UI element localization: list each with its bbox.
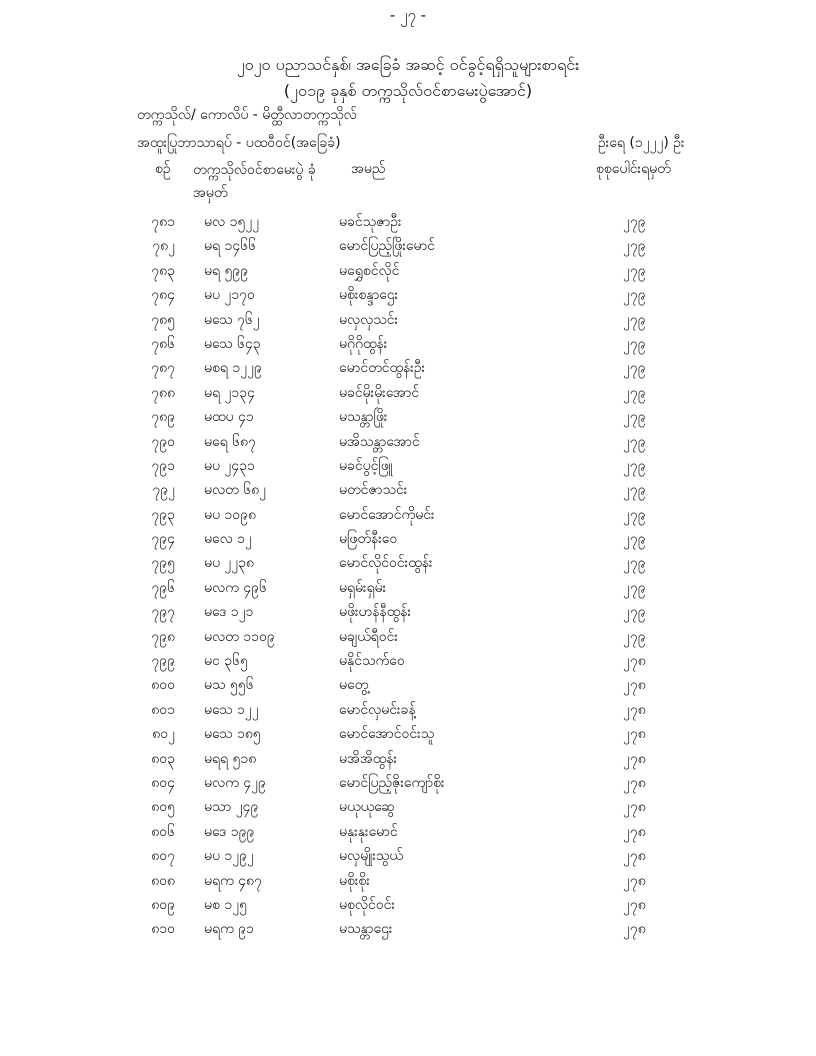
serial-cell: ၇၉၈ — [151, 628, 175, 645]
table-row — [0, 332, 816, 356]
total-marks-cell: ၂၇၈ — [623, 799, 646, 816]
serial-cell: ၇၈၅ — [151, 311, 175, 328]
table-row — [0, 820, 816, 844]
name-cell: မတင်ဇာသင်း — [339, 482, 408, 499]
exam-number-cell: မသာ ၂၄၉ — [204, 799, 259, 816]
table-row — [0, 771, 816, 795]
table-row — [0, 893, 816, 917]
table-row — [0, 747, 816, 771]
table-row — [0, 356, 816, 380]
exam-number-cell: မရ ၅၉၉ — [204, 262, 249, 279]
name-cell: မသန္တာဖြိုး — [339, 409, 388, 426]
exam-number-cell: မရ ၁၄၆၆ — [204, 238, 256, 255]
table-row — [0, 600, 816, 624]
name-cell: မောင်လိုင်ဝင်းထွန်း — [339, 555, 433, 572]
total-marks-cell: ၂၇၈ — [623, 653, 646, 670]
serial-cell: ၇၉၃ — [151, 506, 175, 523]
column-header-total-marks: စုစုပေါင်းရမှတ် — [596, 161, 671, 177]
total-marks-cell: ၂၇၈ — [623, 896, 646, 913]
total-marks-cell: ၂၇၉ — [623, 531, 646, 548]
table-row — [0, 551, 816, 575]
total-marks-cell: ၂၇၈ — [623, 774, 646, 791]
name-cell: မလှလှသင်း — [339, 311, 399, 328]
exam-number-cell: မစ ၁၂၅ — [204, 896, 247, 913]
serial-cell: ၇၈၈ — [151, 384, 175, 401]
serial-cell: ၈၀၅ — [151, 799, 175, 816]
table-row — [0, 795, 816, 819]
name-cell: မဂိုဂိုထွန်း — [339, 335, 388, 352]
serial-cell: ၇၉၁ — [151, 457, 175, 474]
name-cell: မခင်သုဇာဦး — [339, 214, 402, 230]
table-row — [0, 259, 816, 283]
name-cell: မောင်ပြည့်ဇိုးကျော်စိုး — [339, 774, 445, 791]
name-cell: မနိုင်သက်ဝေ — [339, 653, 405, 670]
table-row — [0, 503, 816, 527]
total-marks-cell: ၂၇၈ — [623, 726, 646, 743]
table-row — [0, 649, 816, 673]
table-row — [0, 844, 816, 868]
serial-cell: ၇၉၆ — [151, 579, 175, 596]
total-marks-cell: ၂၇၉ — [623, 262, 646, 279]
exam-number-cell: မလတ ၆၈၂ — [204, 482, 266, 499]
table-row — [0, 381, 816, 405]
table-row — [0, 405, 816, 429]
exam-number-cell: မရက ၉၁ — [204, 921, 254, 938]
document-subtitle: (၂၀၁၉ ခုနှစ် တက္ကသိုလ်ဝင်စာမေးပွဲအောင်) — [283, 81, 533, 100]
serial-cell: ၈၀၆ — [151, 823, 175, 840]
column-header-exam-number: တက္ကသိုလ်ဝင်စာမေးပွဲ ခုံအမှတ် — [193, 162, 316, 201]
name-cell: မယုယုဆွေ — [339, 799, 395, 816]
name-cell: မလှမျိုးသွယ် — [339, 848, 404, 865]
exam-number-cell: မပ ၂၁၇၀ — [204, 287, 255, 304]
total-marks-cell: ၂၇၈ — [623, 823, 646, 840]
serial-cell: ၇၈၄ — [151, 287, 175, 304]
exam-number-cell: မသေ ၆၄၃ — [204, 335, 261, 352]
name-cell: မရွှေစင်လိုင် — [339, 262, 400, 279]
exam-number-cell: မသ ၅၅၆ — [204, 677, 254, 694]
total-marks-cell: ၂၇၈ — [623, 750, 646, 767]
serial-cell: ၈၀၁ — [151, 701, 175, 718]
total-marks-cell: ၂၇၉ — [623, 311, 646, 328]
table-row — [0, 722, 816, 746]
major-subject-line: အထူးပြုဘာသာရပ် - ပထဝီဝင်(အခြေခံ) — [137, 135, 341, 151]
exam-number-cell: မရက ၄၈၇ — [204, 872, 262, 889]
page-number: - ၂၇ - — [389, 6, 427, 24]
name-cell: မခင်ပွင့်ဖြူ — [339, 457, 393, 474]
serial-cell: ၇၈၂ — [152, 238, 175, 255]
name-cell: မတွေ့ — [339, 677, 369, 694]
name-cell: မဖိုးဟန်နီထွန်း — [339, 604, 412, 621]
total-marks-cell: ၂၇၉ — [623, 214, 646, 230]
name-cell: မစုလိုင်ဝင်း — [339, 896, 395, 913]
table-row — [0, 698, 816, 722]
results-table — [0, 210, 816, 942]
total-marks-cell: ၂၇၉ — [623, 238, 646, 255]
table-row — [0, 625, 816, 649]
serial-cell: ၈၀၃ — [151, 750, 175, 767]
exam-number-cell: မစရ ၁၂၂၉ — [204, 360, 262, 377]
name-cell: မောင်တင်ထွန်းဦး — [339, 360, 426, 377]
exam-number-cell: မလက ၄၂၉ — [204, 774, 266, 791]
student-count-line: ဦးရေ (၁၂၂၂) ဦး — [598, 135, 685, 151]
total-marks-cell: ၂၇၉ — [623, 579, 646, 596]
table-row — [0, 478, 816, 502]
university-line: တက္ကသိုလ်/ ကောလိပ် - မိတ္ထီလာတက္ကသိုလ် — [137, 107, 357, 123]
exam-number-cell: မပ ၂၂၃၈ — [204, 555, 255, 572]
total-marks-cell: ၂၇၈ — [623, 848, 646, 865]
serial-cell: ၇၉၇ — [151, 604, 175, 621]
table-row — [0, 527, 816, 551]
name-cell: မောင်အောင်ဝင်းသူ — [339, 726, 435, 743]
serial-cell: ၇၈၃ — [151, 262, 175, 279]
table-row — [0, 869, 816, 893]
name-cell: မနုးနုးမောင် — [339, 823, 398, 840]
name-cell: မချယ်ရီဝင်း — [339, 628, 398, 645]
total-marks-cell: ၂၇၉ — [623, 287, 646, 304]
name-cell: မခင်မိုးမိုးအောင် — [339, 384, 420, 401]
table-row — [0, 430, 816, 454]
exam-number-cell: မလ ၁၅၂၂ — [204, 214, 260, 230]
total-marks-cell: ၂၇၉ — [623, 433, 646, 450]
name-cell: မစိုးစိုး — [339, 872, 370, 889]
serial-cell: ၇၉၄ — [151, 531, 175, 548]
total-marks-cell: ၂၇၈ — [623, 872, 646, 889]
exam-number-cell: မပ ၂၄၃၁ — [204, 457, 255, 474]
table-row — [0, 576, 816, 600]
exam-number-cell: မသေ ၇၆၂ — [204, 311, 260, 328]
exam-number-cell: မဒေ ၁၉၉ — [204, 823, 255, 840]
serial-cell: ၈၀၄ — [151, 774, 175, 791]
name-cell: မအိသန္တာအောင် — [339, 433, 420, 450]
serial-cell: ၇၉၀ — [151, 433, 175, 450]
table-row — [0, 308, 816, 332]
total-marks-cell: ၂၇၉ — [623, 555, 646, 572]
exam-number-cell: မသေ ၁၈၅ — [204, 726, 261, 743]
table-row — [0, 234, 816, 258]
serial-cell: ၇၉၉ — [151, 653, 175, 670]
name-cell: မသန္တာဌေး — [339, 921, 393, 938]
serial-cell: ၈၁၀ — [151, 921, 175, 938]
total-marks-cell: ၂၇၉ — [623, 482, 646, 499]
exam-number-cell: မင ၃၆၅ — [204, 653, 248, 670]
name-cell: မောင်လှမင်းခန့် — [339, 701, 416, 718]
exam-number-cell: မဒေ ၁၂၁ — [204, 604, 254, 621]
exam-number-cell: မလက ၄၉၆ — [204, 579, 267, 596]
total-marks-cell: ၂၇၉ — [623, 409, 646, 426]
serial-cell: ၈၀၂ — [152, 726, 175, 743]
column-header-name: အမည် — [351, 161, 386, 177]
name-cell: မစိုးစန္ဒာဌေး — [339, 287, 399, 304]
total-marks-cell: ၂၇၉ — [623, 457, 646, 474]
serial-cell: ၇၉၂ — [152, 482, 175, 499]
document-title: ၂၀၂၀ ပညာသင်နှစ်၊ အခြေခံ အဆင့် ဝင်ခွင့်ရရှိသူများစာရင်း — [236, 55, 580, 74]
name-cell: မဖြတ်နီးဝေ — [339, 531, 398, 548]
name-cell: မောင်အောင်ကိုမင်း — [339, 506, 435, 523]
table-row — [0, 283, 816, 307]
total-marks-cell: ၂၇၉ — [623, 506, 646, 523]
table-row — [0, 673, 816, 697]
exam-number-cell: မလေ ၁၂ — [204, 531, 252, 548]
name-cell: မရှမ်းရှမ်း — [339, 579, 387, 596]
exam-number-cell: မထပ ၄၁ — [204, 409, 254, 426]
column-header-serial: စဉ် — [155, 161, 171, 177]
serial-cell: ၇၉၅ — [151, 555, 175, 572]
serial-cell: ၈၀၀ — [151, 677, 175, 694]
total-marks-cell: ၂၇၉ — [623, 604, 646, 621]
serial-cell: ၇၈၉ — [151, 409, 175, 426]
exam-number-cell: မပ ၁၀၉၈ — [204, 506, 257, 523]
serial-cell: ၇၈၁ — [151, 214, 175, 230]
total-marks-cell: ၂၇၉ — [623, 628, 646, 645]
exam-number-cell: မပ ၁၂၉၂ — [204, 848, 254, 865]
serial-cell: ၈၀၇ — [151, 848, 175, 865]
name-cell: မောင်ပြည့်ဖြိုးမောင် — [339, 238, 436, 255]
total-marks-cell: ၂၇၈ — [623, 701, 646, 718]
serial-cell: ၇၈၆ — [151, 335, 175, 352]
exam-number-cell: မရ ၂၁၃၄ — [204, 384, 255, 401]
serial-cell: ၈၀၈ — [151, 872, 175, 889]
exam-number-cell: မရေ ၆၈၇ — [204, 433, 256, 450]
total-marks-cell: ၂၇၈ — [623, 677, 646, 694]
table-row — [0, 210, 816, 234]
table-row — [0, 917, 816, 941]
exam-number-cell: မသေ ၁၂၂ — [204, 701, 259, 718]
table-row — [0, 454, 816, 478]
total-marks-cell: ၂၇၉ — [623, 384, 646, 401]
total-marks-cell: ၂၇၉ — [623, 360, 646, 377]
exam-number-cell: မရရ ၅၁၈ — [204, 750, 257, 767]
serial-cell: ၈၀၉ — [151, 896, 175, 913]
exam-number-cell: မလတ ၁၁၀၉ — [204, 628, 275, 645]
total-marks-cell: ၂၇၈ — [623, 921, 646, 938]
serial-cell: ၇၈၇ — [151, 360, 175, 377]
name-cell: မအိအိထွန်း — [339, 750, 398, 767]
total-marks-cell: ၂၇၉ — [623, 335, 646, 352]
